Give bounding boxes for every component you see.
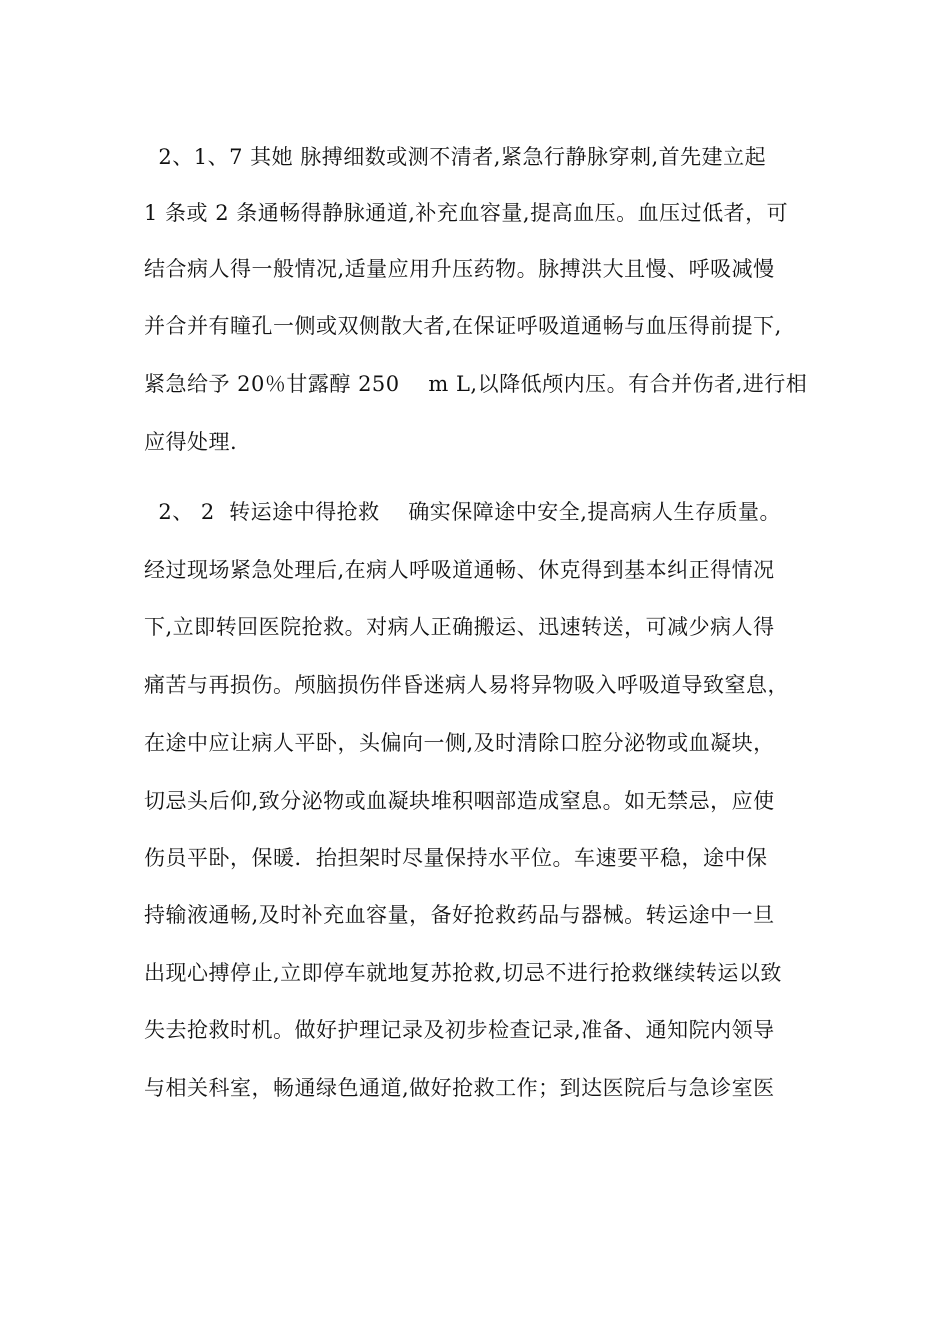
text-line: 持输液通畅,及时补充血容量，备好抢救药品与器械。转运途中一旦 — [144, 903, 775, 927]
text-line: 失去抢救时机。做好护理记录及初步检查记录,准备、通知院内领导 — [144, 1018, 775, 1042]
text-line: 下,立即转回医院抢救。对病人正确搬运、迅速转送，可减少病人得 — [144, 615, 775, 639]
text-line: 紧急给予 20％甘露醇 250 m L,以降低颅内压。有合并伤者,进行相 — [144, 372, 808, 396]
text-line: 伤员平卧，保暖．抬担架时尽量保持水平位。车速要平稳，途中保 — [144, 846, 768, 870]
text-line: 痛苦与再损伤。颅脑损伤伴昏迷病人易将异物吸入呼吸道导致窒息， — [144, 673, 789, 697]
text-line: 经过现场紧急处理后,在病人呼吸道通畅、休克得到基本纠正得情况 — [144, 558, 775, 582]
text-line: 1 条或 2 条通畅得静脉通道,补充血容量,提高血压。血压过低者，可 — [144, 201, 789, 225]
text-line: 应得处理. — [144, 430, 238, 454]
text-line: 并合并有瞳孔一侧或双侧散大者,在保证呼吸道通畅与血压得前提下, — [144, 314, 782, 338]
text-line: 出现心搏停止,立即停车就地复苏抢救,切忌不进行抢救继续转运以致 — [144, 961, 782, 985]
text-line: 与相关科室，畅通绿色通道,做好抢救工作；到达医院后与急诊室医 — [144, 1076, 775, 1100]
text-line: 结合病人得一般情况,适量应用升压药物。脉搏洪大且慢、呼吸减慢 — [144, 257, 775, 281]
text-line: 在途中应让病人平卧，头偏向一侧,及时清除口腔分泌物或血凝块， — [144, 731, 775, 755]
text-line: 2、1、7 其她 脉搏细数或测不清者,紧急行静脉穿刺,首先建立起 — [144, 145, 767, 169]
text-line: 2、 2 转运途中得抢救 确实保障途中安全,提高病人生存质量。 — [144, 500, 781, 524]
text-line: 切忌头后仰,致分泌物或血凝块堆积咽部造成窒息。如无禁忌，应使 — [144, 789, 775, 813]
